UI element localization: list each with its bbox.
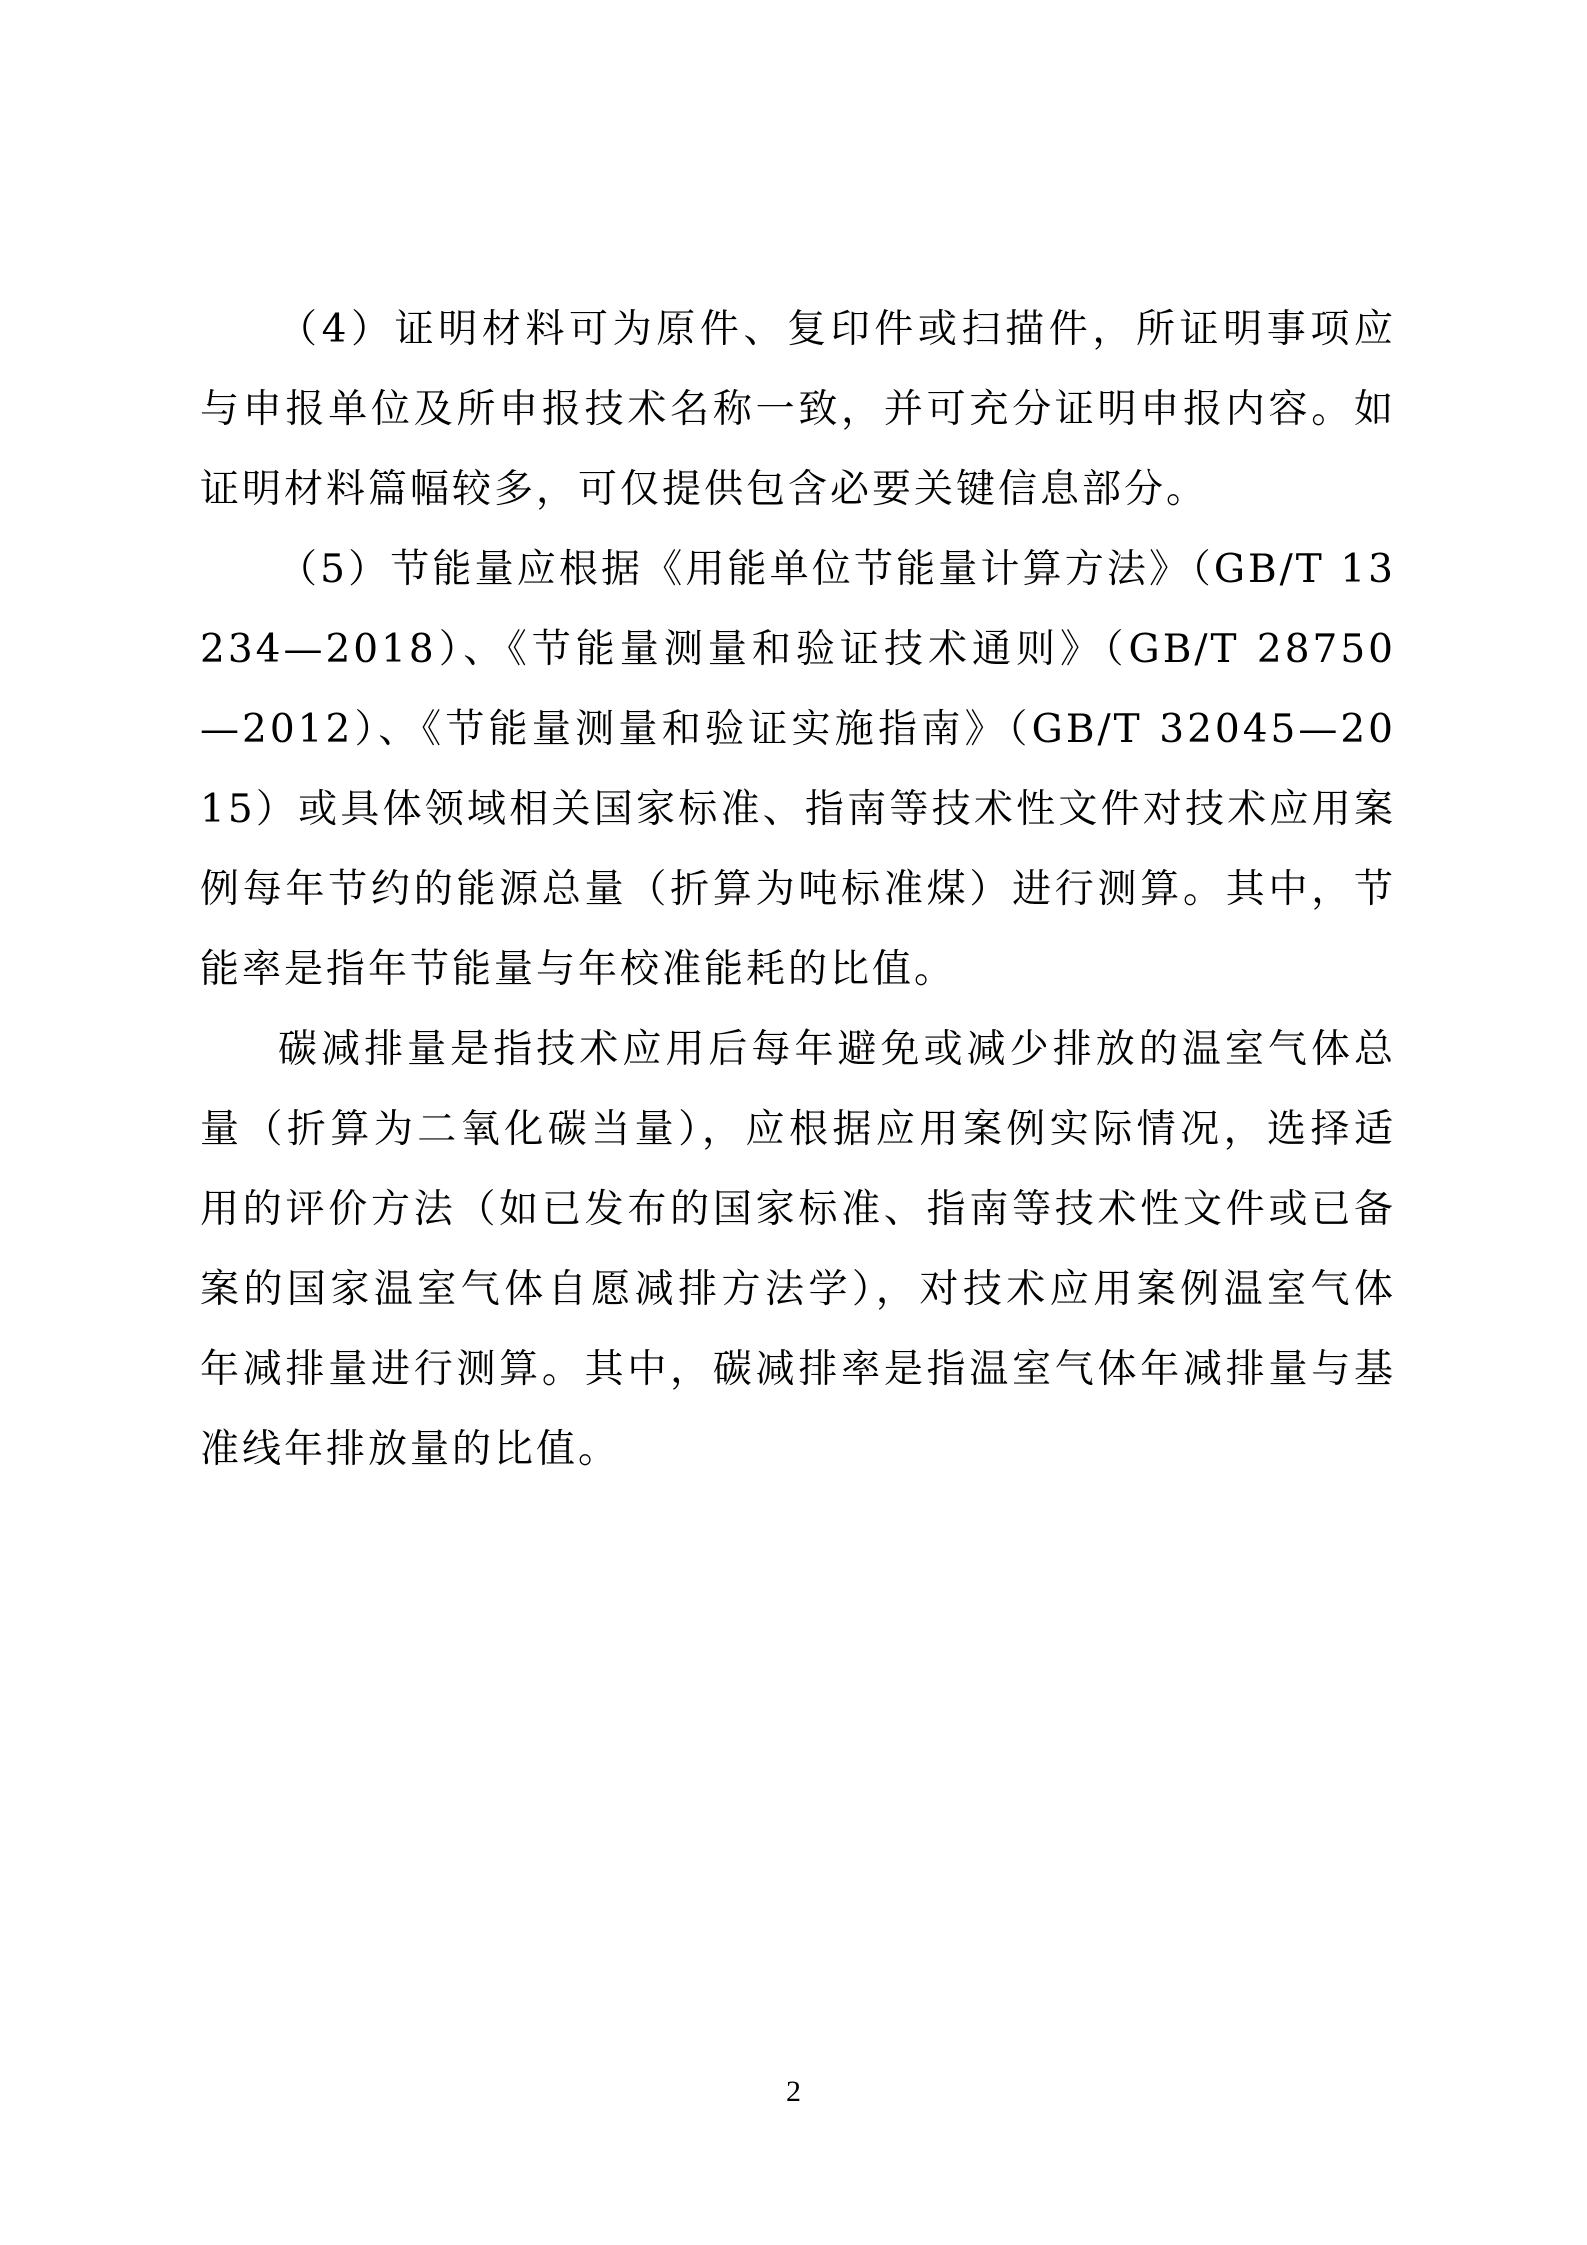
paragraph-carbon-reduction: 碳减排量是指技术应用后每年避免或减少排放的温室气体总量（折算为二氧化碳当量），应根据应用案例实际情况，选择适用的评价方法（如已发布的国家标准、指南等技术性文件或已备案的国家温室气体自愿减排方法学），对技术应用案例温室气体年减排量进行测算。其中，碳减排率是指温室气体年减排量与基准线年排放量的比值。 — [200, 1027, 1396, 1472]
paragraph-energy-saving-calculation: （5）节能量应根据《用能单位节能量计算方法》（GB/T 13234—2018）、《节能量测量和验证技术通则》（GB/T 28750—2012）、《节能量测量和验证实施指南》（GB/T 32045—2015）或具体领域相关国家标准、指南等技术性文件对技术应用案例每年节约的能源总量（折算为吨标准煤）进行测算。其中，节能率是指年节能量与年校准能耗的比值。 — [200, 547, 1396, 992]
body-text — [200, 290, 1396, 1490]
paragraph-evidence-materials: （4）证明材料可为原件、复印件或扫描件，所证明事项应与申报单位及所申报技术名称一致，并可充分证明申报内容。如证明材料篇幅较多，可仅提供包含必要关键信息部分。 — [200, 307, 1396, 512]
page-number: 2 — [786, 2075, 801, 2108]
